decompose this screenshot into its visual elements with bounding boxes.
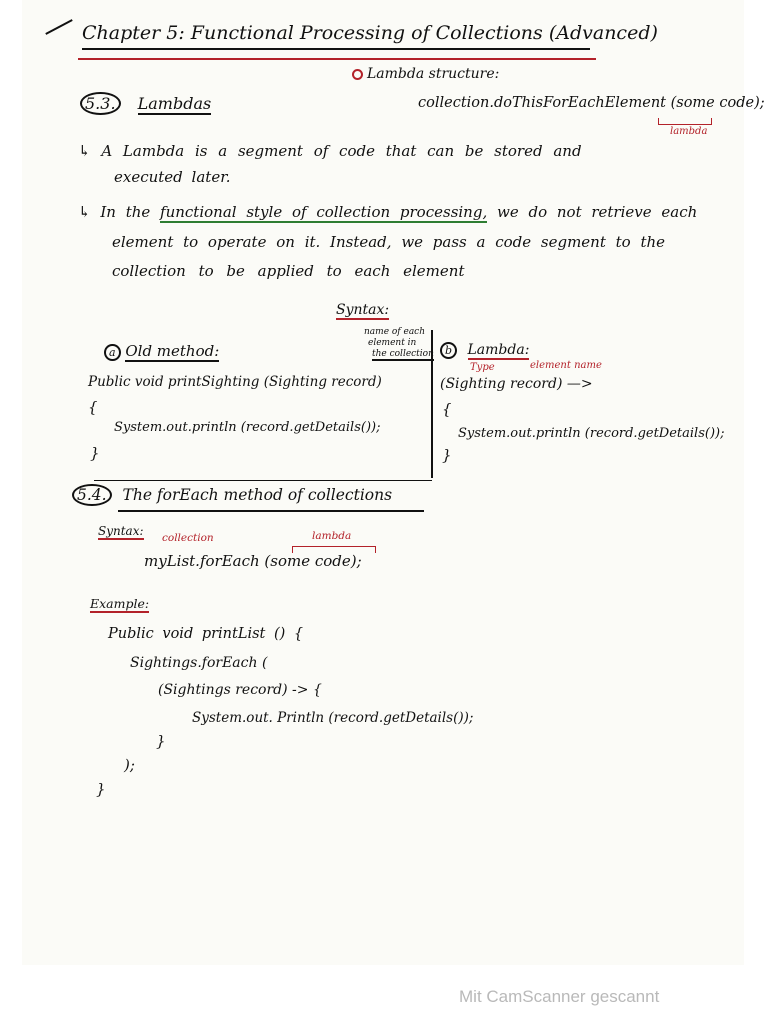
syntax-code: myList.forEach (some code); [144, 552, 362, 570]
bullet-2-line-3: collection to be applied to each element [112, 262, 465, 280]
bullet-2-rest: we do not retrieve each [487, 203, 698, 221]
example-label: Example: [90, 596, 150, 611]
element-name-label: element name [530, 360, 602, 371]
lambda-label-54: lambda [312, 530, 352, 542]
marker-a: a [104, 344, 121, 361]
lambda-title: Lambda: [467, 342, 530, 358]
section-title: The forEach method of collections [122, 486, 393, 504]
section-54-underline [118, 510, 424, 512]
old-code-line-2: { [88, 398, 98, 416]
lambda-brace [658, 118, 712, 125]
example-line-4: System.out. Println (record.getDetails()); [192, 710, 474, 726]
example-line-6: ); [124, 756, 135, 774]
note-line-2: element in [368, 338, 417, 348]
old-code-line-4: } [90, 444, 100, 462]
collection-label: collection [162, 532, 214, 544]
old-code-line-3: System.out.println (record.getDetails()); [114, 420, 381, 435]
lambda-structure-label: Lambda structure: [352, 66, 499, 82]
lambda-code-line-1: (Sighting record) —> [440, 376, 593, 392]
bullet-2-line-1 [78, 203, 697, 221]
lambda-code-line-3: System.out.println (record.getDetails()); [458, 426, 725, 441]
example-line-5: } [156, 732, 166, 750]
title-underline [78, 58, 596, 60]
old-method-label [104, 342, 219, 361]
functional-style-highlight: functional style of collection processing, [160, 203, 488, 221]
bullet-1-line-2: executed later. [114, 168, 231, 186]
bullet-1-line-1: ↳ A Lambda is a segment of code that can be stored and [78, 142, 582, 160]
lambda-code-line-4: } [442, 446, 452, 464]
section-number: 5.3. [80, 92, 121, 115]
note-line-1: name of each [364, 327, 426, 337]
page-title: Chapter 5: Functional Processing of Collections (Advanced) [82, 22, 590, 50]
lambda-code-line-2: { [442, 400, 452, 418]
lambda-label [440, 342, 529, 359]
syntax-label: Syntax: [98, 524, 144, 538]
section-number: 5.4. [72, 484, 112, 506]
lambda-structure-code: collection.doThisForEachElement (some code); [418, 95, 765, 111]
camscanner-watermark: Mit CamScanner gescannt [459, 987, 660, 1006]
section-title: Lambdas [137, 94, 212, 113]
red-bullet-icon [352, 69, 363, 80]
old-code-line-1: Public void printSighting (Sighting record) [88, 374, 382, 390]
section-53-heading [80, 92, 211, 115]
old-method-title: Old method: [125, 342, 220, 360]
marker-b: b [440, 342, 457, 359]
bullet-2-prefix: ↳ In the [78, 203, 161, 221]
bullet-2-line-2: element to operate on it. Instead, we pass a code segment to the [112, 233, 666, 251]
example-line-3: (Sightings record) -> { [158, 682, 322, 698]
column-divider [431, 330, 433, 478]
lambda-brace-label: lambda [670, 126, 708, 137]
syntax-heading: Syntax: [336, 302, 390, 318]
section-54-heading [72, 484, 392, 506]
example-line-2: Sightings.forEach ( [130, 655, 268, 671]
type-label: Type [470, 362, 495, 373]
example-line-7: } [96, 780, 106, 798]
divider-foot [94, 480, 432, 481]
example-line-1: Public void printList () { [108, 626, 304, 642]
note-line-3: the collection [372, 349, 434, 359]
